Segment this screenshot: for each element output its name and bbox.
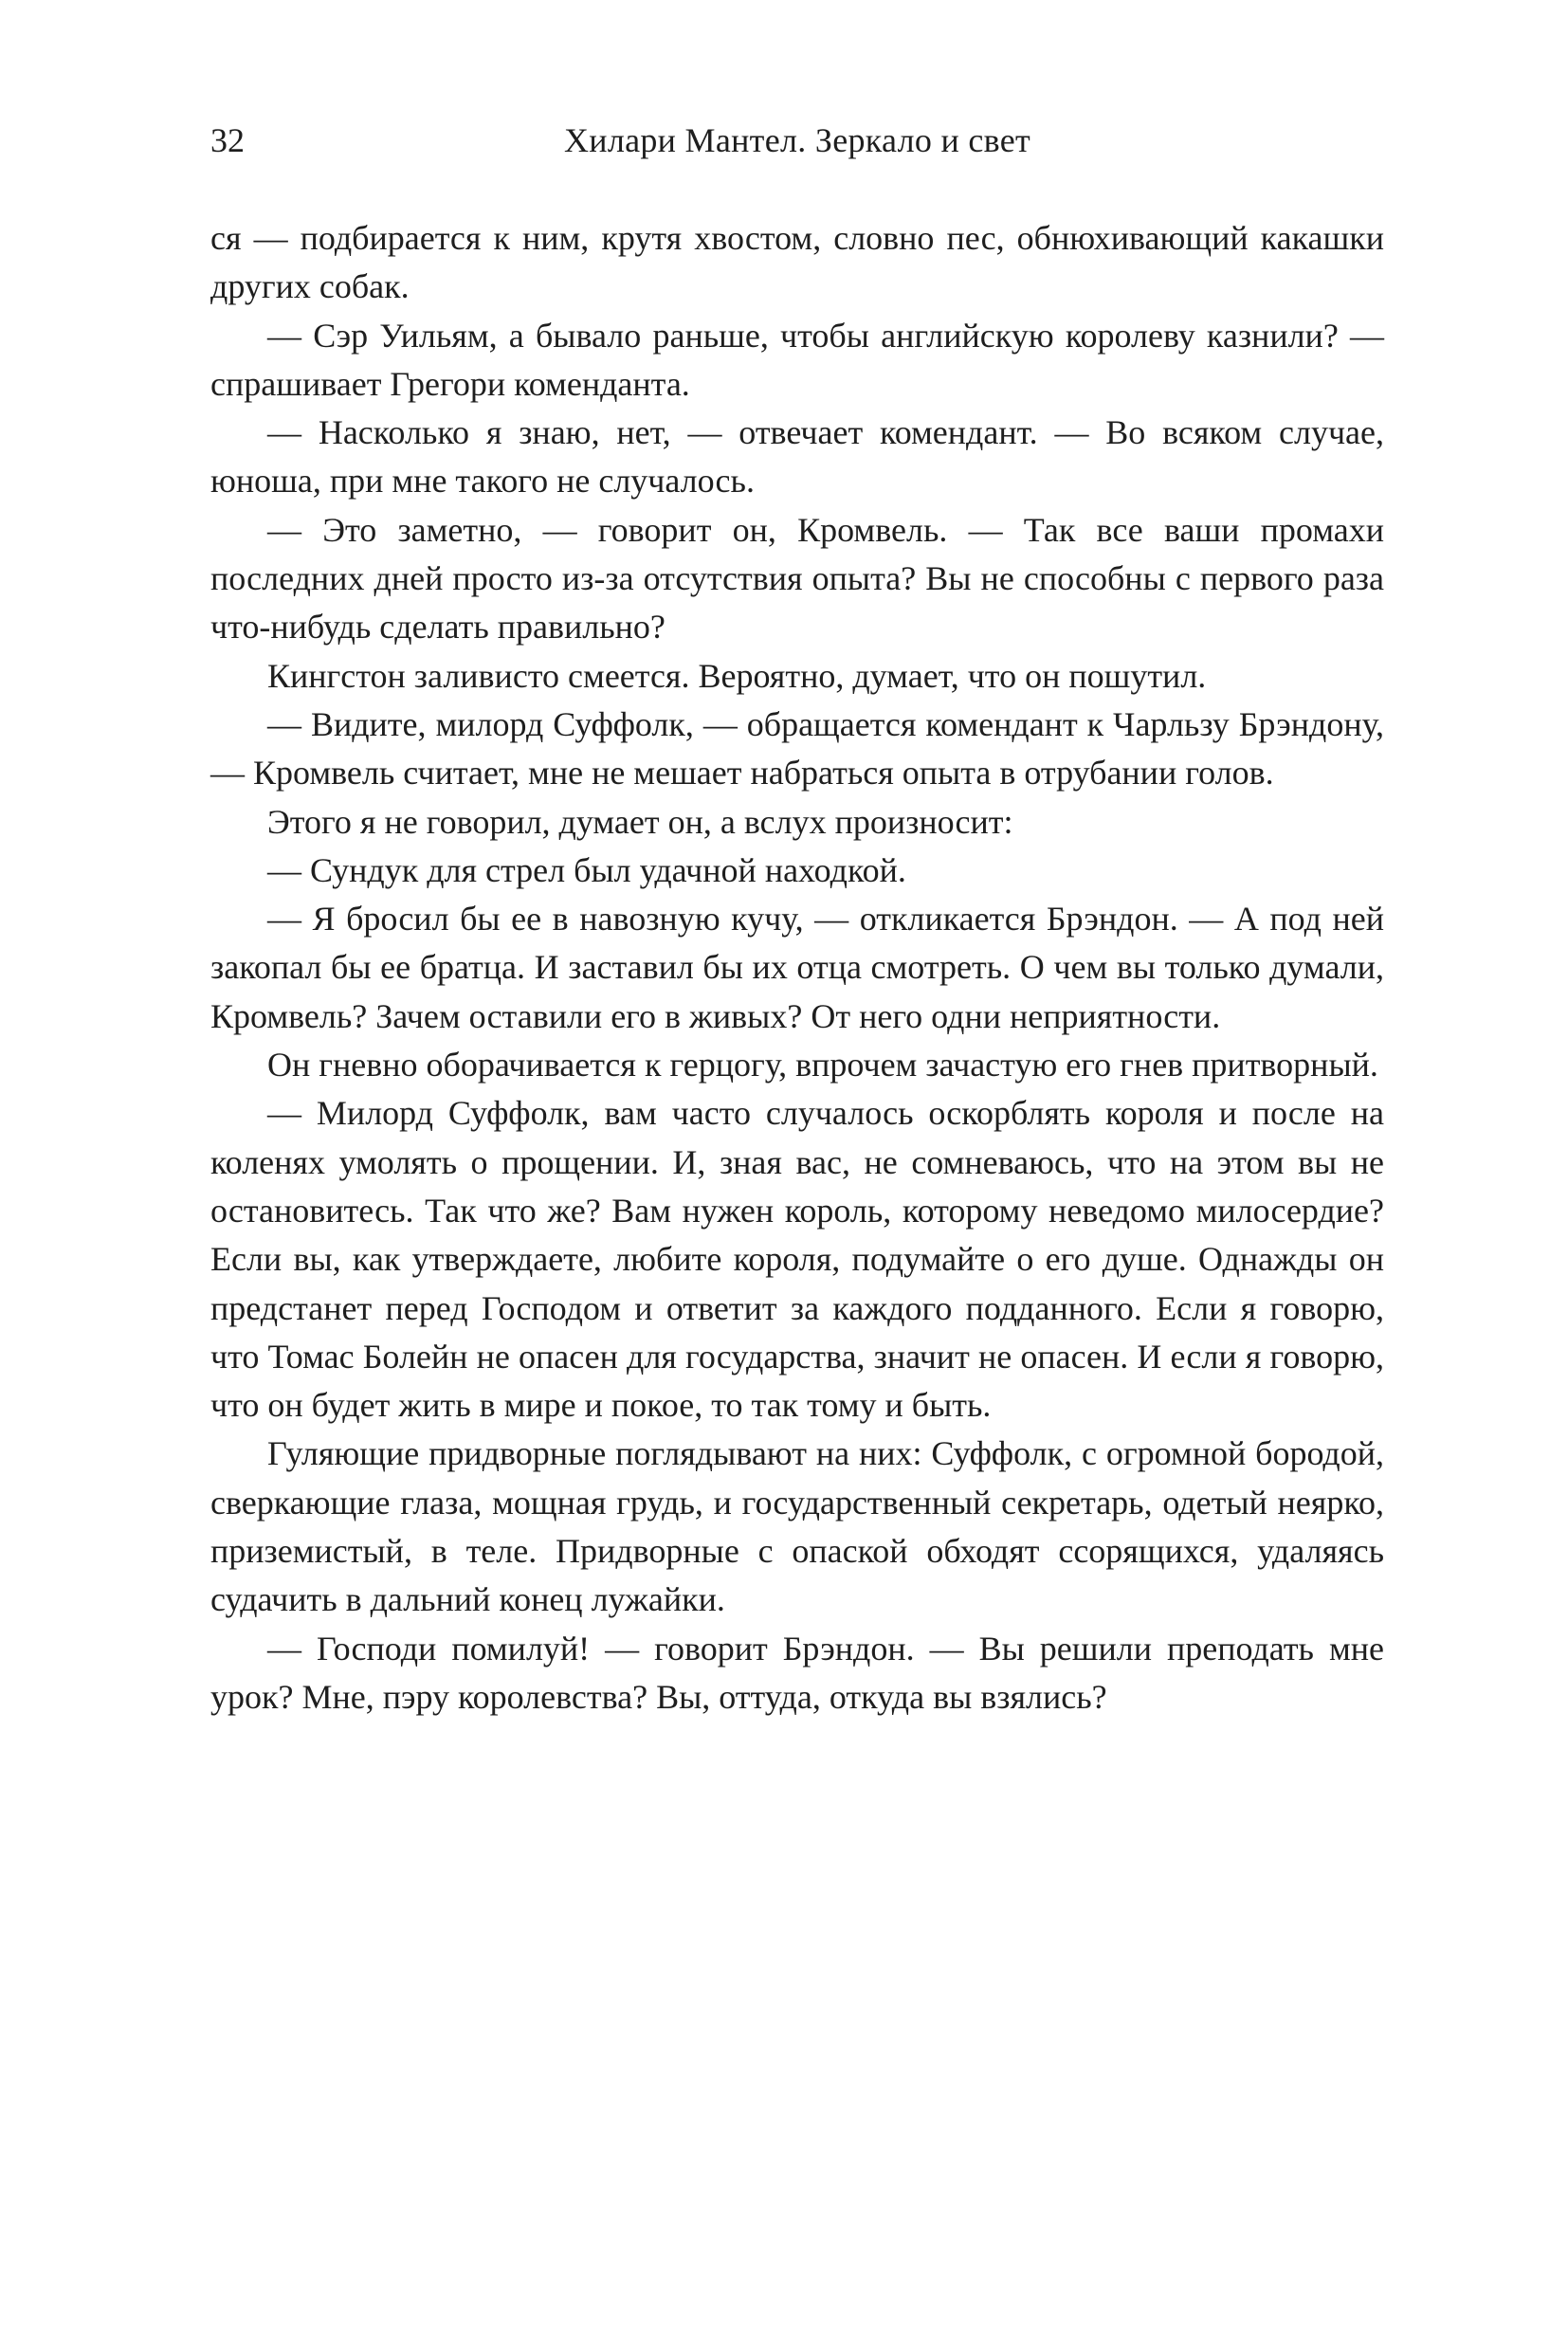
body-text — [210, 214, 1384, 1722]
paragraph: — Насколько я знаю, нет, — отвечает комендант. — Во всяком случае, юноша, при мне такого не случалось. — [210, 413, 1384, 501]
paragraph: — Сэр Уильям, а бывало раньше, чтобы английскую королеву казнили? — спрашивает Грегори коменданта. — [210, 316, 1384, 403]
paragraph: ся — подбирается к ним, крутя хвостом, словно пес, обнюхивающий какашки других собак. — [210, 219, 1384, 306]
page-number: 32 — [210, 121, 245, 159]
book-page — [210, 112, 1384, 2292]
paragraph: Гуляющие придворные поглядывают на них: Суффолк, с огромной бородой, сверкающие глаза, мощная грудь, и государственный секретарь, одетый неярко, приземистый, в теле. Придворные с опаской обходят ссорящихся, удаляясь судачить в дальний конец лужайки. — [210, 1434, 1384, 1619]
paragraph: Он гневно оборачивается к герцогу, впрочем зачастую его гнев притворный. — [267, 1046, 1378, 1084]
paragraph: — Милорд Суффолк, вам часто случалось оскорблять короля и после на коленях умолять о прощении. И, зная вас, не сомневаюсь, что на этом вы не остановитесь. Так что же? Вам нужен король, которому неведомо милосердие? Если вы, как утверждаете, любите короля, подумайте о его душе. Однажды он предстанет перед Господом и ответит за каждого подданного. Если я говорю, что Томас Болейн не опасен для государства, значит не опасен. И если я говорю, что он будет жить в мире и покое, то так тому и быть. — [210, 1094, 1384, 1425]
paragraph: — Я бросил бы ее в навозную кучу, — откликается Брэндон. — А под ней закопал бы ее братца. И заставил бы их отца смотреть. О чем вы только думали, Кромвель? Зачем оставили его в живых? От него одни неприятности. — [210, 900, 1384, 1035]
paragraph: — Это заметно, — говорит он, Кромвель. — Так все ваши промахи последних дней просто из-за отсутствия опыта? Вы не способны с первого раза что-нибудь сделать правильно? — [210, 510, 1384, 647]
paragraph: — Сундук для стрел был удачной находкой. — [267, 850, 906, 889]
paragraph: — Видите, милорд Суффолк, — обращается комендант к Чарльзу Брэндону, — Кромвель считает, мне не мешает набраться опыта в отрубании голов. — [210, 704, 1384, 793]
paragraph: Кингстон заливисто смеется. Вероятно, думает, что он пошутил. — [267, 656, 1207, 695]
running-head — [210, 112, 1384, 169]
paragraph: — Господи помилуй! — говорит Брэндон. — Вы решили преподать мне урок? Мне, пэру королевства? Вы, оттуда, откуда вы взялись? — [210, 1629, 1384, 1716]
running-title: Хилари Мантел. Зеркало и свет — [563, 121, 1031, 159]
paragraph: Этого я не говорил, думает он, а вслух произносит: — [267, 802, 1013, 841]
